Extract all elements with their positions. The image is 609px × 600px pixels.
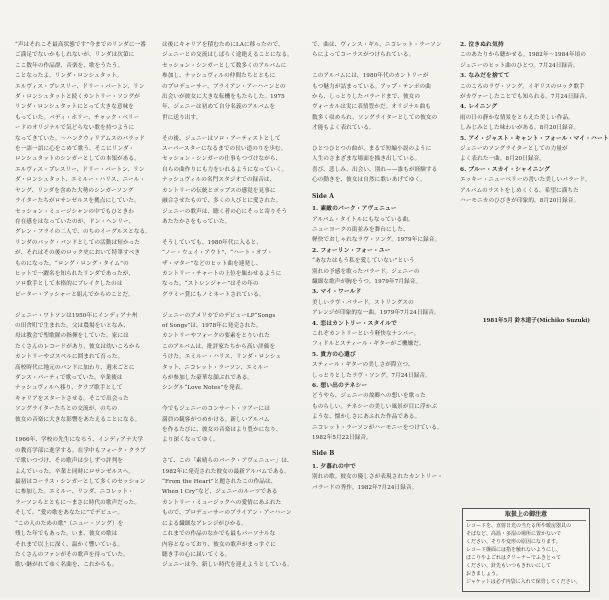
paragraph-line: 彼女の音楽に大きな影響をあたえることになる。 [15,416,141,423]
paragraph-line: スーパースターになるまでの長い道のりを歩む。 [162,146,287,153]
paragraph-line: グラミー賞にもノミネートされている。 [162,291,265,298]
paragraph-line: ことなったよ、リンダ・ロンシュタット。 [15,73,123,80]
paragraph-line: 自らの曲作りにも力をいれるようになっていく。 [162,166,288,173]
paragraph-line: このアルバムは、批評家たちから高い評価を [162,343,276,350]
paragraph-line: 心の動きを、彼女は自然に歌いあげてゆく。 [312,177,426,184]
paragraph-line: カントリーやフォークの要素をとりいれた [162,333,270,340]
track-description: ニューヨークの街並みを舞台にした、 [312,226,409,233]
paragraph-line: ダ・ロンシュタット、エミルー・ハリス、ニール・ [15,177,146,184]
paragraph-line: もので、プロデューサーのブライアン・アーハーン [162,510,292,517]
notice-line: おきましょう。 [466,571,502,577]
paragraph-line: さて、この「素晴らのバーク・アヴェニュー」は、 [162,458,293,465]
track-description: ものらしい。テネシーの美しい風景が目に浮かぶ [312,403,438,410]
paragraph-line: あたたかさをもっていた。 [162,218,231,225]
paragraph-line: このアルバムには、1980年代のカントリーが [312,73,429,80]
paragraph-line: のプロデューサー、ブライアン・アーハーンとの [162,83,286,90]
paragraph-line: らが参加した豪華な顔ぶれである。 [162,375,254,381]
paragraph-line: リンダ・ロンシュタットにとって大きな意味を [15,104,134,111]
paragraph-line: もつ魅力が詰まっている。アップ・テンポの曲 [312,83,431,90]
paragraph-line: による繊細なアレンジがひかる。 [162,520,247,527]
paragraph-line [162,123,304,133]
track-description: このあたりから聴かせる。1982年〜1984年頃の [460,52,587,59]
paragraph-line [15,300,153,310]
paragraph-line: ードのオリジナルで気どらない歌を持つように [15,125,135,132]
paragraph-line [162,394,304,404]
track-description: アルバム・タイトルにもなっている曲。 [312,216,414,223]
track-description: 1982年5月22日録音。 [312,435,372,442]
track-description: 雨の日の静かな情景をとらえた美しい作品。 [460,114,574,121]
paragraph-line: 出会いが彼女に大きな転機をもたらした。1975 [162,94,285,101]
paragraph-line: より深くなってゆく。 [162,437,219,444]
paragraph-line: “ノー・ウェイ・アウト”、“ハート・オブ・ [162,250,273,257]
paragraph-line: タット、ニコレット・ラーソン、エミルー [162,364,269,371]
paragraph-line: 存在感をはなっていたのが、ドン・ヘンリー、 [15,218,135,225]
track-title: 6. ブルー・スカイ・シャイニング [460,166,551,173]
paragraph-line: 年、ジェニーは初めて自分名義のアルバムを [162,104,276,111]
notice-line: そばなど、高温・多湿の場所に置かないで [466,531,562,537]
paragraph-line: ライターたちがロサンゼルスを拠点にしていた。 [15,198,140,205]
track-description: このころのラヴ・ソング。イギリスのロック歌手 [460,83,585,90]
paragraph-line: に参加した。エミルー、リンダ、ニコレット・ [15,489,134,496]
paragraph-line: の田舎町で生まれた。父は農場をいとなみ、 [15,322,130,329]
paragraph-line: 数多く収められ、ソングライターとしての彼女の [312,114,438,121]
track-description: ジェニーのソングライターとしての力量が [460,146,568,153]
track-description: 別れの予感を歌ったバラード。ジェニーの [312,268,420,275]
notice-title: 取扱上の御注意 [466,511,586,521]
paragraph-line [162,300,304,310]
track-description: ジェニーのヒット曲のひとつ。7月24日録音。 [460,62,579,69]
author-signature: 1981年5月 鈴木道子(Michiko Suzuki) [482,318,590,324]
paragraph-line: 聴き手の心に届いてくる。 [162,551,231,558]
paragraph-line: を一語一語に心をこめて歌う、そこにリンダ・ [15,146,135,153]
paragraph-line: なってきていた。〜ハンクウィリアムスのバラッド [15,135,146,142]
track-description: アルバムのラストをしめくくる、希望に満ちた [460,187,579,194]
paragraph-line: らによってコーラスがつけられている。 [312,52,415,59]
track-description: しっとりとしたラヴ・ソング。7月24日録音。 [312,372,431,379]
paragraph-line: ダ・ロンシュタットと続くカントリー・ソングが [15,94,140,101]
paragraph-line: 最初はコーラス・シンガーとして多くのセッション [15,479,146,486]
paragraph-line: ご満足でないかもしれないが、リンダは次第に [15,52,135,59]
track-description: よく表れた一曲。8月20日録音。 [460,156,545,163]
paragraph-line: ソングライターたちとの交流が、のちの [15,406,118,413]
paragraph-line: 1982年に発売された彼女の最新アルバムである。 [162,468,290,475]
track-title: 4. レイニング [460,104,498,111]
track-title: 5. アイ・ジャスト・キャント・フォール・マイ・ハート [460,135,609,142]
paragraph-line: これまでの作品のなかでも最もパーソナルな [162,531,276,538]
track-title: 3. マイ・ワールド [312,289,362,296]
paragraph-line: キャリアをスタートさせる。そこで出会った [15,395,129,402]
paragraph-line: 母は教会で聖歌隊の指揮をしていた。家には [15,333,129,340]
paragraph-line: カントリー・ミュージックへの愛情にあふれた [162,499,282,506]
paragraph-line: グレン・フライの二人で、のちのイーグルスとなる。 [15,229,151,236]
notice-lines [466,522,586,586]
track-description: がカヴァーしたことでも知られる。7月24日録音。 [460,94,591,101]
paragraph-line: で、曲は、ヴィンス・ギル、ニコレット・ラーソン [312,42,442,48]
track-description: これぞカントリーという軽快なナンバー。 [312,330,420,337]
paragraph-line: その後、ジェニーはソロ・アーティストとして [162,135,281,142]
paragraph-line: うけた。エミルー・ハリス、リンダ・ロンシュ [162,354,282,361]
paragraph-line: もっていた。バディ・ホリー、チャック・ベリー [15,114,140,121]
paragraph-line: of Songs”は、1978年に発売された。 [162,322,262,329]
paragraph-line: ものになった。“ロング・ロング・タイム”の [15,260,129,267]
paragraph-line: “From the Heart”と題されたこの作品は、 [162,479,277,486]
paragraph-line: セッション・ミュージシャンの中でもひときわ [15,208,134,215]
notice-line: レコード盤面には指を触れないようにし、 [466,547,562,553]
paragraph-line: ヒットで一躍名を知られたリンダであったが、 [15,270,135,277]
track-description: 別れの歌。彼女の優しさが表現されたカントリー・ [312,474,443,481]
column-2 [162,40,304,590]
column-1 [15,40,153,590]
paragraph-line [312,61,452,71]
track-description: しみじみとした味わいがある。8月20日録音。 [460,125,580,132]
track-description: バラードの秀作。1982年7月24日録音。 [312,484,418,491]
paragraph-line: 内容となっており、彼女の歌声がまっすぐに [162,541,276,548]
paragraph-line: ヴォーカルは実に表情豊かだ。オリジナル曲も [312,104,431,111]
track-description: どうやら、ジェニーの故郷への想いを歌った [312,393,426,400]
paragraph-line: エルヴィス・プレスリー、ドリー・パートン、リン [15,166,145,173]
paragraph-line: の教育学部に進学する。在学中もフォーク・クラブ [15,447,146,454]
paragraph-line [15,425,153,435]
paragraph-line: 1966年、学校の先生になろう、インディアナ大学 [15,437,144,444]
track-description: 繊細な歌声が胸をうつ。1979年7月録音。 [312,278,422,285]
paragraph-line: ここ数年の作品群、音楽を、歌をうたう。 [15,62,124,69]
track-description: アレンジが印象的な一曲。1979年7月24日録音。 [312,310,440,317]
track-description: エッキー・ニューベリーの書いた美しいバラード。 [460,177,591,184]
side-a-label: Side A [312,192,334,200]
notice-line: ジャケットは必ず内袋に入れて保管してください。 [466,579,581,585]
track-title: 1. 素敵のパーク・アヴェニュー [312,206,397,213]
track-description: フィドルとスティール・ギターがご機嫌だ。 [312,341,425,348]
track-title: 6. 想い出のテネシー [312,383,368,389]
paragraph-line: 融合させたもので、多くの人びとに愛された。 [162,198,282,205]
paragraph-line: セッション・シンガーとして数多くのアルバムに [162,62,287,69]
paragraph-line: ひとつひとつの曲が、まるで短編小説のように [312,146,432,153]
track-title: 1. 夕暮れの中で [312,463,356,470]
paragraph-line: ロンシュタットのシンガーとしての本領がある。 [15,156,140,163]
paragraph-line: カントリーやゴスペルに囲まれて育った。 [15,354,124,361]
paragraph-line: を作るたびに、彼女の音楽はより豊かになり、 [162,427,282,434]
paragraph-line: カントリー・チャートの上位を賑わせるように [162,270,282,277]
paragraph-line: ジェニーは今、新しい時代を迎えようとしている。 [162,562,293,569]
paragraph-line: そうしていても、1980年代に入ると、 [162,239,263,246]
paragraph-line [312,134,452,144]
paragraph-line: 才能もよく表れている。 [312,125,375,132]
paragraph-line: ピーター・アッシャーと組んでからのことだ。 [15,291,134,298]
paragraph-line: ジェニーとの交流はしばらく途絶えることになる。 [162,52,293,59]
paragraph-line: 満員の観客がつめかける。新しいアルバム [162,416,270,423]
track-description: スティール・ギターの美しさが際立つ、 [312,362,414,369]
paragraph-line: カントリーの伝統とポップスの感覚を見事に [162,187,276,194]
track-title: 4. 恋はカントリー・スタイルで [312,320,397,327]
paragraph-line: たくさんのレコードがあり、彼女は幼いころから [15,343,141,350]
track-title: 2. 泣きぬれ気持 [460,42,504,48]
paragraph-line: 人生のさまざまな場面を描き出している。 [312,156,421,163]
paragraph-line: When I Cry”など、ジェニーのルーツである [162,489,278,496]
paragraph-line: なった。“ストレンジャー”はその年の [162,281,259,288]
paragraph-line: シングル“Love Notes”を発表。 [162,385,247,392]
paragraph-line: ラーソンらとともに〜まさに時代の歌声だった。 [15,499,141,506]
track-description: 美しいラヴ・バラード。ストリングスの [312,299,414,306]
paragraph-line: エルヴィス・プレスリー、ドリー・パートン、リン [15,83,145,90]
paragraph-line: は後にキャリアを積むためにLAに移ったので、 [162,42,284,48]
handling-notice-box [462,508,590,592]
paragraph-line: ジェニー・ワトソンは1950年にインディアナ州 [15,312,138,319]
track-description: ニコレット・ラーソンがハーモニーをつけている。 [312,424,443,431]
column-3 [312,40,452,600]
paragraph-line: 歌い継がれてゆく名曲を、これからも。 [15,562,118,569]
paragraph-line: ダンス・パーティで歌っていた。卒業後は [15,375,123,381]
paragraph-line: リンダのバック・バンドとしての活動は短かった [15,239,141,246]
track-description: ような、懐かしさにあふれた作品である。 [312,414,421,421]
paragraph-line: 今でもジェニーのコンサート・ツアーには [162,406,270,413]
notice-line: ほこりやよごれはクリーナーでふきとって [466,555,561,561]
paragraph-line: たくさんのファンがその歌声を待っていた。 [15,551,129,558]
paragraph-line: それまで以上に深く、温かく響いている。 [15,541,124,548]
paragraph-line: 高校時代に地元のバンドに加わり、週末ごとに [15,364,135,371]
paragraph-line: “この人のための歌”（ニュー・ソング）を [15,520,124,527]
paragraph-line [162,227,304,237]
paragraph-line: よんでいった。卒業と同時にロサンゼルスへ。 [15,468,135,475]
track-description: ハーモニカのひびきが印象的。8月20日録音。 [460,198,580,205]
paragraph-line: 喜び、悲しみ、出会い、別れ——誰もが経験する [312,166,438,173]
paragraph-line: そして、“愛の歌をあなたに”でデビュー。 [15,510,124,517]
paragraph-line: ジェニーの歌声は、聴く者の心にそっと寄りそう [162,208,288,215]
paragraph-line: ジェニーのアメリカでのデビューLP“Songs [162,312,276,319]
paragraph-line: が、それはその後のロック史において特筆すべき [15,250,141,257]
track-title: 2. フォーリン・フォー・ユー [312,247,391,254]
paragraph-line: ヤング、リンダを含めた大勢のシンガーソング [15,187,134,194]
track-title: 5. 貴方の心遣び [312,351,356,358]
paragraph-line: セッション・シンガーの仕事もつづけながら、 [162,156,282,163]
paragraph-line [162,446,304,456]
paragraph-line: 世に送り出す。 [162,114,202,121]
paragraph-line: 参加し、ナッシュヴィルの仲間たちとともに [162,73,276,80]
track-description: 軽快でおしゃれなラヴ・ソング。1979年に録音。 [312,237,441,244]
notice-line: ください。そりや変形の原因になります。 [466,539,561,545]
track-description: “あなたはもう私を愛していない”という [312,258,415,265]
paragraph-line: から、しっとりしたバラードまで、彼女の [312,94,421,101]
track-title: 3. なみだを捨てて [460,73,510,80]
paragraph-line: “声はそれこそ最高状態です”今までのリンダに一番 [15,42,146,48]
paragraph-line: で歌いつづけ、その歌声は少しずつ評判を [15,458,123,465]
paragraph-line: ナッシュヴィルの名門スタジオでの録音は、 [162,177,276,184]
paragraph-line: ナッシュヴィルへ移り、クラブ歌手として [15,385,123,392]
paragraph-line: 残した年でもあった。いま、彼女の歌は [15,531,118,538]
side-b-label: Side B [312,450,335,458]
paragraph-line: ザ・マター”などのヒット曲を連発し、 [162,260,262,267]
paragraph-line: ソロ歌手として本格的にブレイクしたのは [15,281,123,288]
notice-line: ください。針先もいつもきれいにして [466,563,552,569]
notice-line: レコードを、直射日光の当たる所や暖房器具の [466,523,572,529]
